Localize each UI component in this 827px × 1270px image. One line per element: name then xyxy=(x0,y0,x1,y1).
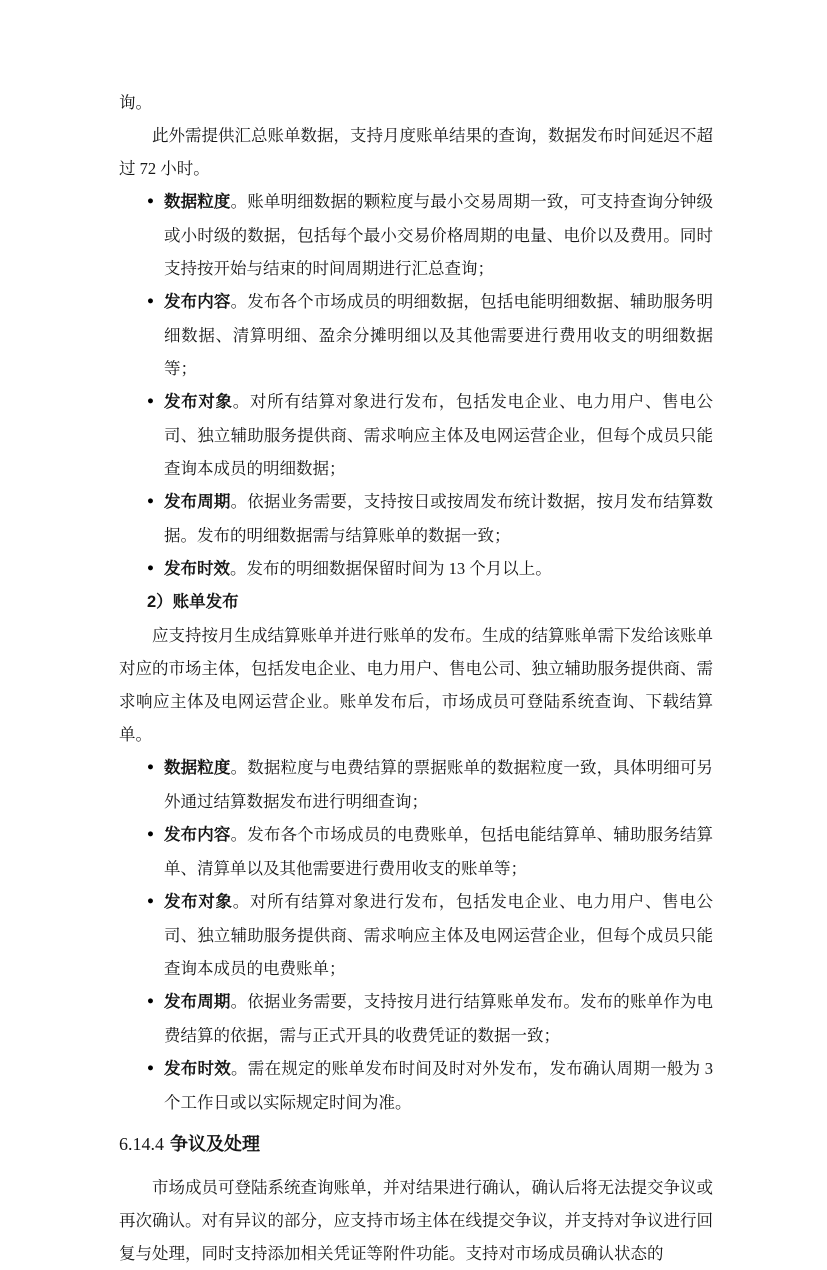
list-item xyxy=(119,885,713,985)
bullet-text: 。依据业务需要，支持按月进行结算账单发布。发布的账单作为电费结算的依据，需与正式开具的收费凭证的数据一致； xyxy=(164,992,713,1045)
bullet-term: 数据粒度 xyxy=(164,193,231,211)
list-item xyxy=(119,185,713,285)
bullet-icon: ● xyxy=(147,1062,154,1074)
bullet-icon: ● xyxy=(147,828,154,840)
bullet-text: 。数据粒度与电费结算的票据账单的数据粒度一致，具体明细可另外通过结算数据发布进行明细查询； xyxy=(164,758,713,811)
section-title: 争议及处理 xyxy=(170,1134,260,1154)
bullet-term: 发布内容 xyxy=(164,826,231,844)
bullet-text: 。账单明细数据的颗粒度与最小交易周期一致，可支持查询分钟级或小时级的数据，包括每个最小交易价格周期的电量、电价以及费用。同时支持按开始与结束的时间周期进行汇总查询； xyxy=(164,192,713,278)
bullet-icon: ● xyxy=(147,995,154,1007)
bullet-icon: ● xyxy=(147,761,154,773)
bullet-text: 。对所有结算对象进行发布，包括发电企业、电力用户、售电公司、独立辅助服务提供商、需求响应主体及电网运营企业，但每个成员只能查询本成员的电费账单； xyxy=(164,892,714,978)
section-number: 6.14.4 xyxy=(119,1134,164,1154)
bullet-term: 发布时效 xyxy=(164,560,230,578)
list-item xyxy=(119,552,713,586)
bullet-list-detail-publish xyxy=(119,185,713,586)
bullet-term: 发布内容 xyxy=(164,293,231,311)
paragraph-bill-publish: 应支持按月生成结算账单并进行账单的发布。生成的结算账单需下发给该账单对应的市场主体，包括发电企业、电力用户、售电公司、独立辅助服务提供商、需求响应主体及电网运营企业。账单发布后，市场成员可登陆系统查询、下载结算单。 xyxy=(119,626,713,744)
bullet-text: 。发布各个市场成员的明细数据，包括电能明细数据、辅助服务明细数据、清算明细、盈余分摊明细以及其他需要进行费用收支的明细数据等； xyxy=(164,292,713,378)
paragraph-dispute: 市场成员可登陆系统查询账单，并对结果进行确认，确认后将无法提交争议或再次确认。对有异议的部分，应支持市场主体在线提交争议，并支持对争议进行回复与处理，同时支持添加相关凭证等附件功能。支持对市场成员确认状态的 xyxy=(119,1178,713,1263)
section-heading-dispute xyxy=(119,1127,713,1161)
bullet-icon: ● xyxy=(147,195,154,207)
bullet-text: 。对所有结算对象进行发布，包括发电企业、电力用户、售电公司、独立辅助服务提供商、需求响应主体及电网运营企业，但每个成员只能查询本成员的明细数据； xyxy=(164,392,714,478)
list-item xyxy=(119,485,713,552)
bullet-term: 发布周期 xyxy=(164,993,231,1011)
bullet-icon: ● xyxy=(147,295,154,307)
list-item xyxy=(119,385,713,485)
bullet-text: 。发布的明细数据保留时间为 13 个月以上。 xyxy=(230,559,552,578)
bullet-term: 发布周期 xyxy=(164,493,231,511)
document-page xyxy=(119,86,713,1270)
bullet-list-bill-publish xyxy=(119,751,713,1119)
bullet-icon: ● xyxy=(147,895,154,907)
bullet-text: 。依据业务需要，支持按日或按周发布统计数据，按月发布结算数据。发布的明细数据需与结算账单的数据一致； xyxy=(164,492,713,545)
bullet-icon: ● xyxy=(147,395,154,407)
paragraph-summary-bill: 此外需提供汇总账单数据，支持月度账单结果的查询，数据发布时间延迟不超过 72 小时。 xyxy=(119,126,713,178)
bullet-text: 。需在规定的账单发布时间及时对外发布，发布确认周期一般为 3 个工作日或以实际规定时间为准。 xyxy=(164,1059,714,1112)
bullet-term: 数据粒度 xyxy=(164,759,231,777)
bullet-term: 发布时效 xyxy=(164,1060,232,1078)
list-item xyxy=(119,751,713,818)
list-item xyxy=(119,818,713,885)
bullet-text: 。发布各个市场成员的电费账单，包括电能结算单、辅助服务结算单、清算单以及其他需要进行费用收支的账单等； xyxy=(164,825,713,878)
list-item xyxy=(119,985,713,1052)
bullet-term: 发布对象 xyxy=(164,393,233,411)
bullet-icon: ● xyxy=(147,495,154,507)
subheading-bill-publish: 2）账单发布 xyxy=(147,593,239,611)
bullet-icon: ● xyxy=(147,562,154,574)
list-item xyxy=(119,285,713,385)
paragraph-continuation: 询。 xyxy=(119,93,152,112)
bullet-term: 发布对象 xyxy=(164,893,233,911)
list-item xyxy=(119,1052,713,1119)
